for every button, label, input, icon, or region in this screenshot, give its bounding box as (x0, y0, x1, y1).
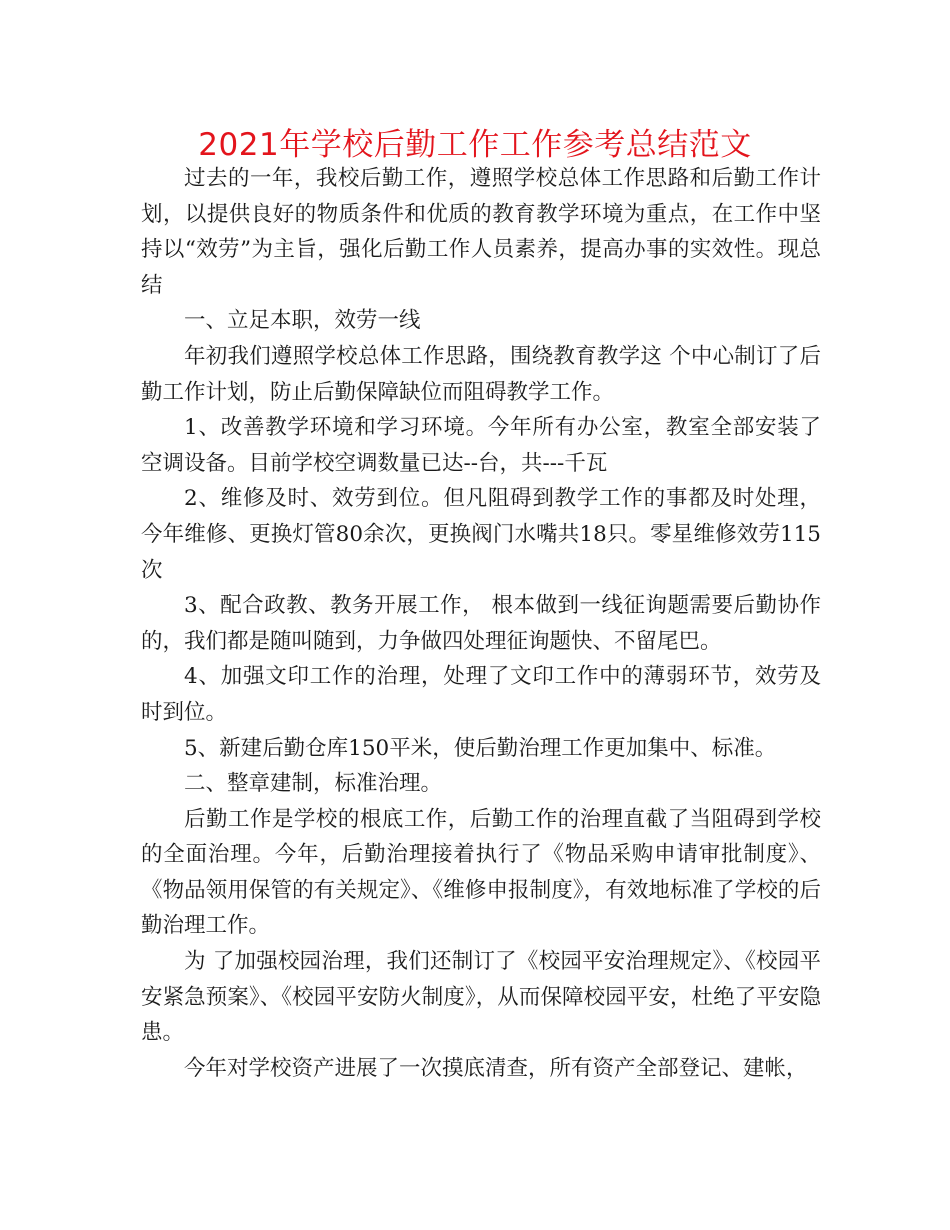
paragraph: 后勤工作是学校的根底工作，后勤工作的治理直截了当阻碍到学校的全面治理。今年，后勤治理接着执行了《物品采购申请审批制度》、《物品领用保管的有关规定》、《维修申报制度》，有效地标准了学校的后勤治理工作。 (141, 806, 821, 939)
paragraph: 年初我们遵照学校总体工作思路，围绕教育教学这 个中心制订了后勤工作计划，防止后勤保障缺位而阻碍教学工作。 (141, 343, 821, 405)
list-item: 5、新建后勤仓库150平米，使后勤治理工作更加集中、标准。 (184, 735, 777, 761)
paragraph-intro: 过去的一年，我校后勤工作，遵照学校总体工作思路和后勤工作计划，以提供良好的物质条件和优质的教育教学环境为重点，在工作中坚持以“效劳”为主旨，强化后勤工作人员素养，提高办事的实效性。现总结 (141, 166, 821, 298)
paragraph: 为 了加强校园治理，我们还制订了《校园平安治理规定》、《校园平安紧急预案》、《校园平安防火制度》，从而保障校园平安，杜绝了平安隐患。 (141, 949, 821, 1046)
document-title: 2021年学校后勤工作工作参考总结范文 (198, 127, 752, 163)
list-item: 2、维修及时、效劳到位。但凡阻碍到教学工作的事都及时处理，今年维修、更换灯管80余次，更换阀门水嘴共18只。零星维修效劳115次 (141, 486, 821, 583)
paragraph: 今年对学校资产进展了一次摸底清查，所有资产全部登记、建帐， (184, 1055, 808, 1081)
document-body (141, 161, 821, 1086)
section-heading-1: 一、立足本职，效劳一线 (184, 308, 421, 334)
list-item: 3、配合政教、教务开展工作， 根本做到一线征询题需要后勤协作的，我们都是随叫随到，力争做四处理征询题快、不留尾巴。 (141, 593, 821, 654)
list-item: 1、改善教学环境和学习环境。今年所有办公室，教室全部安装了空调设备。目前学校空调数量已达--台，共---千瓦 (141, 415, 821, 476)
list-item: 4、加强文印工作的治理，处理了文印工作中的薄弱环节，效劳及时到位。 (141, 664, 821, 725)
section-heading-2: 二、整章建制，标准治理。 (184, 771, 443, 797)
